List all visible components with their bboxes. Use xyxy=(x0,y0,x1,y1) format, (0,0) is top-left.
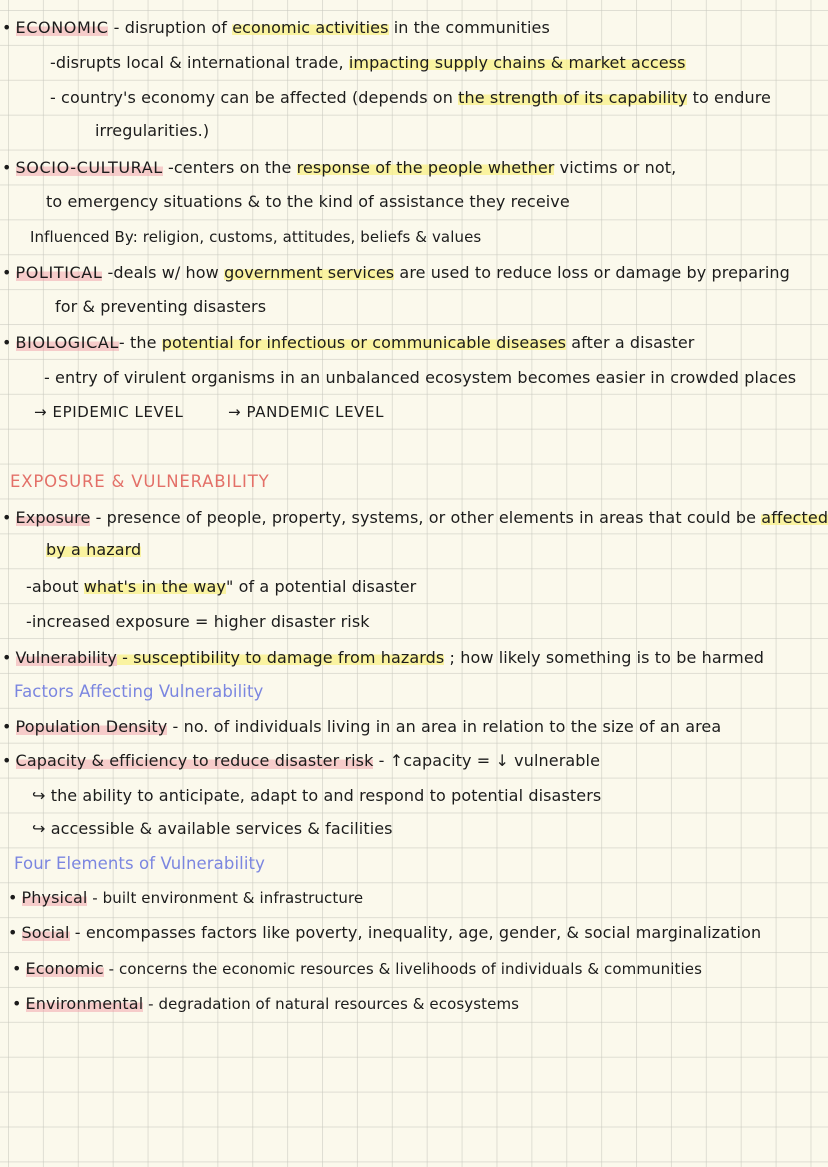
separator: - xyxy=(162,158,174,177)
sub-text: -increased exposure = higher disaster risk xyxy=(26,612,370,631)
separator: - xyxy=(102,263,114,282)
exposure-sub-2 xyxy=(26,612,370,632)
sub-text: ↪ the ability to anticipate, adapt to and respond to potential disasters xyxy=(32,786,602,805)
bullet-icon: • xyxy=(2,263,12,282)
element-term: Environmental xyxy=(25,994,144,1013)
sub-text: ↪ accessible & available services & facilities xyxy=(32,819,393,838)
bullet-icon: • xyxy=(8,888,18,907)
factor-political xyxy=(2,263,790,283)
exposure-definition xyxy=(2,508,828,528)
bullet-icon: • xyxy=(2,508,12,527)
factor-term: POLITICAL xyxy=(15,263,103,282)
factor-term: ECONOMIC xyxy=(15,18,109,37)
sub-text: -about xyxy=(26,577,84,596)
sub-point xyxy=(50,88,771,108)
element-environmental xyxy=(12,994,519,1014)
sub-text: for & preventing disasters xyxy=(55,297,267,316)
sub-text: to endure xyxy=(687,88,771,107)
factor-capacity xyxy=(2,751,600,771)
definition-text: the xyxy=(129,333,162,352)
definition-text: - concerns the economic resources & livelihoods of individuals & communities xyxy=(103,960,703,978)
exposure-continuation xyxy=(46,540,141,560)
definition-text: - degradation of natural resources & ecosystems xyxy=(143,995,520,1013)
capacity-sub-2 xyxy=(32,819,393,839)
definition-text: victims or not, xyxy=(554,158,677,177)
sub-text: irregularities.) xyxy=(95,121,210,140)
bullet-icon: • xyxy=(2,717,12,736)
highlighted-text: what's in the way xyxy=(83,577,226,596)
element-economic xyxy=(12,959,702,979)
highlighted-text: potential for infectious or communicable diseases xyxy=(161,333,567,352)
bullet-icon: • xyxy=(12,959,22,978)
factor-socio-cultural xyxy=(2,158,676,178)
factor-term: Population Density xyxy=(15,717,168,736)
vulnerability-definition xyxy=(2,648,764,668)
sub-text: - entry of virulent organisms in an unbalanced ecosystem becomes easier in crowded places xyxy=(44,368,797,387)
section-title-four-elements: Four Elements of Vulnerability xyxy=(14,854,265,873)
element-social xyxy=(8,923,761,943)
highlighted-text: economic activities xyxy=(232,18,389,37)
element-term: Social xyxy=(21,923,70,942)
highlighted-text: affected xyxy=(761,508,828,527)
sub-point-continuation xyxy=(95,121,209,141)
sub-point xyxy=(50,53,686,73)
highlighted-text: by a hazard xyxy=(46,540,142,559)
term-exposure: Exposure xyxy=(15,508,91,527)
factor-economic xyxy=(2,18,550,38)
sub-text: " of a potential disaster xyxy=(225,577,417,596)
definition-text: - presence of people, property, systems, or other elements in areas that could be xyxy=(90,508,762,527)
element-term: Economic xyxy=(25,959,104,978)
term-vulnerability: Vulnerability xyxy=(15,648,117,667)
factor-term: Capacity & efficiency to reduce disaster risk xyxy=(15,751,374,770)
definition-text: after a disaster xyxy=(566,333,695,352)
definition-text: - built environment & infrastructure xyxy=(87,889,364,907)
capacity-sub-1 xyxy=(32,786,601,806)
bullet-icon: • xyxy=(2,333,12,352)
separator: - xyxy=(108,18,125,37)
exposure-sub-1 xyxy=(26,577,416,597)
sub-text: Influenced By: religion, customs, attitudes, beliefs & values xyxy=(30,228,482,246)
highlighted-text: the strength of its capability xyxy=(458,88,688,107)
section-title-exposure-vulnerability: EXPOSURE & VULNERABILITY xyxy=(10,472,270,491)
sub-text: to emergency situations & to the kind of assistance they receive xyxy=(46,192,570,211)
sub-text: - country's economy can be affected (depends on xyxy=(50,88,459,107)
section-title-factors-affecting: Factors Affecting Vulnerability xyxy=(14,682,264,701)
definition-text: - no. of individuals living in an area in relation to the size of an area xyxy=(167,717,722,736)
factor-term: SOCIO-CULTURAL xyxy=(15,158,163,177)
definition-text: - encompasses factors like poverty, inequality, age, gender, & social marginalization xyxy=(69,923,762,942)
level-pandemic xyxy=(228,402,384,422)
factor-term: BIOLOGICAL xyxy=(15,333,119,352)
highlighted-text: government services xyxy=(224,263,395,282)
definition-text: deals w/ how xyxy=(113,263,225,282)
factor-biological xyxy=(2,333,694,353)
bullet-icon: • xyxy=(12,994,22,1013)
sub-point xyxy=(55,297,266,317)
definition-text: in the communities xyxy=(388,18,550,37)
level-epidemic xyxy=(34,402,183,422)
element-term: Physical xyxy=(21,888,88,907)
definition-text: - ↑capacity = ↓ vulnerable xyxy=(373,751,601,770)
bullet-icon: • xyxy=(2,158,12,177)
sub-point xyxy=(44,368,796,388)
influenced-by xyxy=(30,227,481,247)
level-label: → PANDEMIC LEVEL xyxy=(228,403,385,421)
highlighted-text: - susceptibility to damage from hazards xyxy=(116,648,445,667)
bullet-icon: • xyxy=(8,923,18,942)
level-label: → EPIDEMIC LEVEL xyxy=(34,403,184,421)
highlighted-text: response of the people whether xyxy=(296,158,555,177)
bullet-icon: • xyxy=(2,751,12,770)
definition-text: centers on the xyxy=(173,158,297,177)
separator: - xyxy=(118,333,130,352)
sub-point xyxy=(46,192,570,212)
definition-text: ; how likely something is to be harmed xyxy=(444,648,765,667)
bullet-icon: • xyxy=(2,648,12,667)
factor-population-density xyxy=(2,717,721,737)
element-physical xyxy=(8,888,363,908)
sub-text: -disrupts local & international trade, xyxy=(50,53,349,72)
definition-text: disruption of xyxy=(124,18,233,37)
bullet-icon: • xyxy=(2,18,12,37)
highlighted-text: impacting supply chains & market access xyxy=(348,53,686,72)
definition-text: are used to reduce loss or damage by preparing xyxy=(394,263,790,282)
